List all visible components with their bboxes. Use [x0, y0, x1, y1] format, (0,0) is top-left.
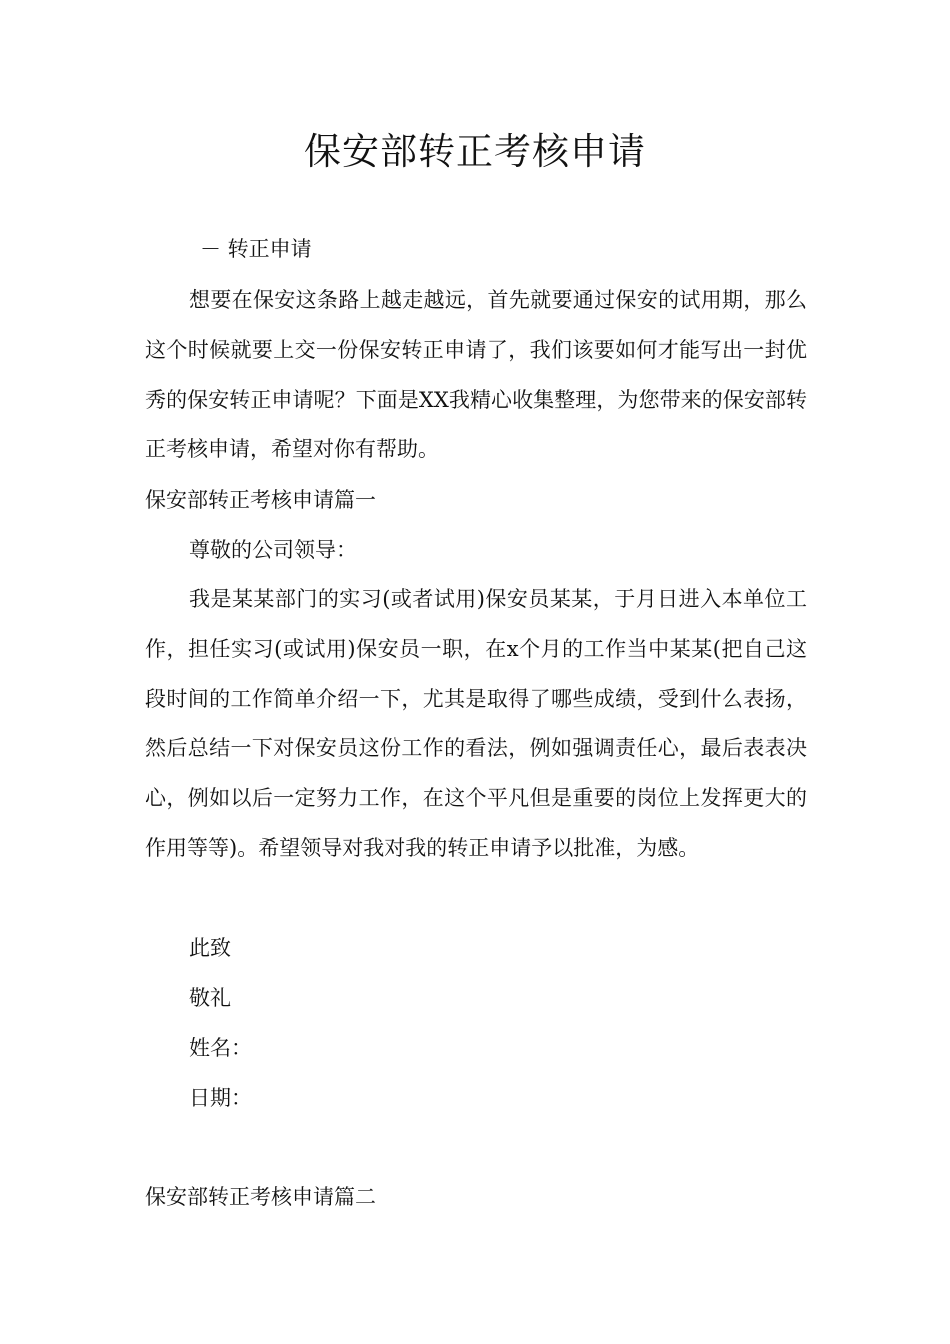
- document-subtitle: － 转正申请: [200, 237, 312, 261]
- intro-paragraph: 想要在保安这条路上越走越远，首先就要通过保安的试用期，那么这个时候就要上交一份保安转正申请了，我们该要如何才能写出一封优秀的保安转正申请呢？下面是XX我精心收集整理，为您带来的保安部转正考核申请，希望对你有帮助。: [145, 288, 807, 462]
- document-title: 保安部转正考核申请: [304, 130, 646, 173]
- closing-line-1: 此致: [189, 936, 231, 960]
- closing-line-2: 敬礼: [189, 986, 231, 1010]
- name-label: 姓名：: [189, 1036, 252, 1060]
- letter-salutation: 尊敬的公司领导：: [189, 538, 357, 562]
- letter-body-paragraph: 我是某某部门的实习(或者试用)保安员某某，于月日进入本单位工作，担任实习(或试用)保安员一职，在x个月的工作当中某某(把自己这段时间的工作简单介绍一下，尤其是取得了哪些成绩，受到什么表扬，然后总结一下对保安员这份工作的看法，例如强调责任心，最后表表决心，例如以后一定努力工作，在这个平凡但是重要的岗位上发挥更大的作用等等)。希望领导对我对我的转正申请予以批准，为感。: [145, 587, 807, 860]
- date-label: 日期：: [189, 1086, 252, 1110]
- section-heading-1: 保安部转正考核申请篇一: [145, 488, 376, 512]
- section-heading-2: 保安部转正考核申请篇二: [145, 1185, 376, 1209]
